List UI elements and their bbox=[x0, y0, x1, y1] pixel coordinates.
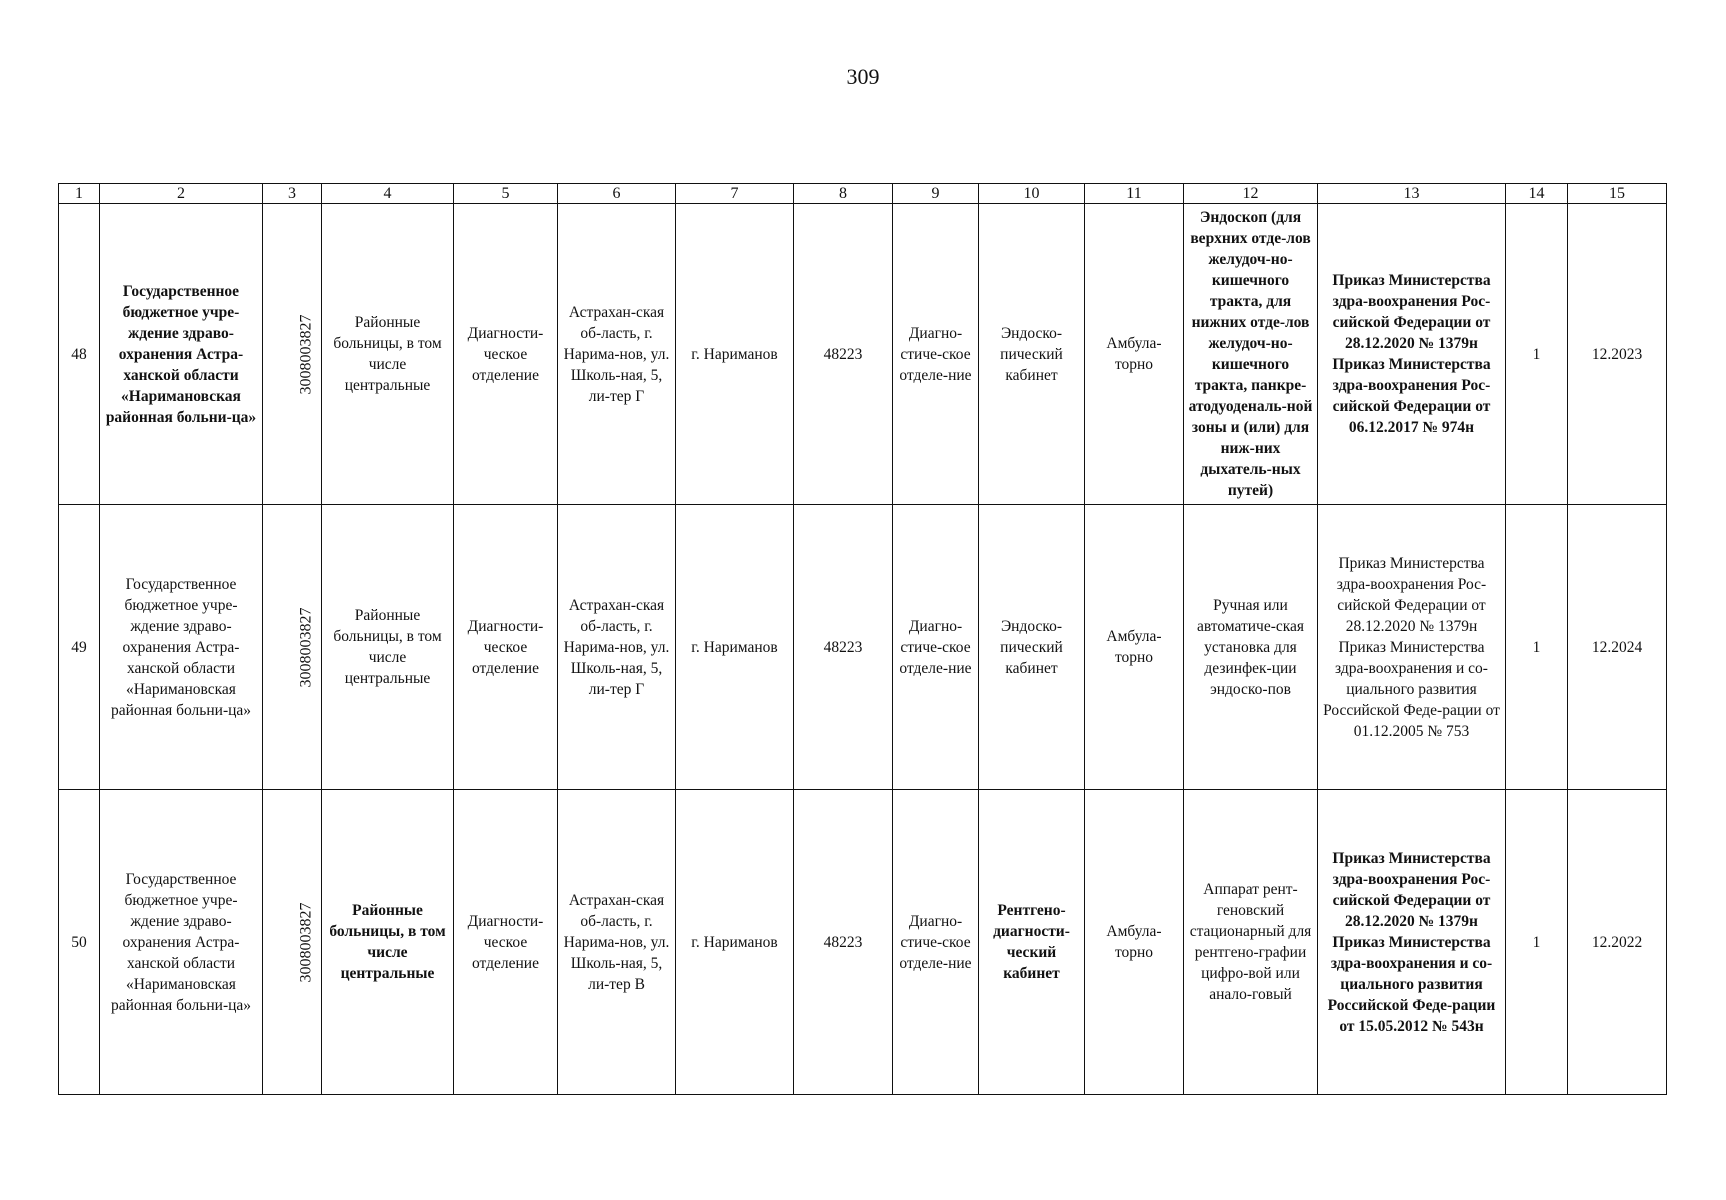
code: 48223 bbox=[794, 505, 893, 790]
organization-name: Государственное бюджетное учре-ждение здраво-охранения Астра-ханской области «Наримановская районная больни-ца» bbox=[100, 204, 263, 505]
quantity: 1 bbox=[1506, 204, 1568, 505]
column-header: 8 bbox=[794, 184, 893, 204]
row-number: 48 bbox=[59, 204, 100, 505]
city: г. Нариманов bbox=[676, 505, 794, 790]
column-header: 14 bbox=[1506, 184, 1568, 204]
inn-cell bbox=[263, 204, 322, 505]
column-header: 1 bbox=[59, 184, 100, 204]
column-header: 12 bbox=[1184, 184, 1318, 204]
organization-type: Районные больницы, в том числе центральные bbox=[322, 790, 454, 1095]
column-number-header-row bbox=[59, 184, 1667, 204]
equipment-register-table bbox=[58, 183, 1667, 1095]
equipment-name: Эндоскоп (для верхних отде-лов желудоч-но-кишечного тракта, для нижних отде-лов желудоч-но-кишечного тракта, панкре-атодуоденаль-ной зоны и (или) для ниж-них дыхатель-ных путей) bbox=[1184, 204, 1318, 505]
inn-value: 3008003827 bbox=[297, 314, 315, 394]
service-mode: Амбула-торно bbox=[1085, 790, 1184, 1095]
organization-name: Государственное бюджетное учре-ждение здраво-охранения Астра-ханской области «Наримановская районная больни-ца» bbox=[100, 505, 263, 790]
address: Астрахан-ская об-ласть, г. Нарима-нов, ул. Школь-ная, 5, ли-тер Г bbox=[558, 204, 676, 505]
column-header: 13 bbox=[1318, 184, 1506, 204]
table-row bbox=[59, 790, 1667, 1095]
quantity: 1 bbox=[1506, 790, 1568, 1095]
column-header: 4 bbox=[322, 184, 454, 204]
department-name: Диагности-ческое отделение bbox=[454, 790, 558, 1095]
inn-value: 3008003827 bbox=[297, 607, 315, 687]
column-header: 7 bbox=[676, 184, 794, 204]
column-header: 5 bbox=[454, 184, 558, 204]
organization-type: Районные больницы, в том числе центральные bbox=[322, 505, 454, 790]
row-number: 50 bbox=[59, 790, 100, 1095]
code: 48223 bbox=[794, 204, 893, 505]
code: 48223 bbox=[794, 790, 893, 1095]
address: Астрахан-ская об-ласть, г. Нарима-нов, ул. Школь-ная, 5, ли-тер Г bbox=[558, 505, 676, 790]
service-mode: Амбула-торно bbox=[1085, 505, 1184, 790]
date: 12.2023 bbox=[1568, 204, 1667, 505]
regulatory-order: Приказ Министерства здра-воохранения Рос-сийской Федерации от 28.12.2020 № 1379н Приказ Министерства здра-воохранения Рос-сийской Федерации от 06.12.2017 № 974н bbox=[1318, 204, 1506, 505]
inn-value: 3008003827 bbox=[297, 902, 315, 982]
regulatory-order: Приказ Министерства здра-воохранения Рос-сийской Федерации от 28.12.2020 № 1379н Приказ Министерства здра-воохранения и со-циального развития Российской Феде-рации от 01.12.2005 № 753 bbox=[1318, 505, 1506, 790]
organization-name: Государственное бюджетное учре-ждение здраво-охранения Астра-ханской области «Наримановская районная больни-ца» bbox=[100, 790, 263, 1095]
equipment-name: Ручная или автоматиче-ская установка для дезинфек-ции эндоско-пов bbox=[1184, 505, 1318, 790]
room-name: Эндоско-пический кабинет bbox=[979, 505, 1085, 790]
table-row bbox=[59, 204, 1667, 505]
date: 12.2022 bbox=[1568, 790, 1667, 1095]
city: г. Нариманов bbox=[676, 204, 794, 505]
column-header: 3 bbox=[263, 184, 322, 204]
service-mode: Амбула-торно bbox=[1085, 204, 1184, 505]
city: г. Нариманов bbox=[676, 790, 794, 1095]
regulatory-order: Приказ Министерства здра-воохранения Рос-сийской Федерации от 28.12.2020 № 1379н Приказ Министерства здра-воохранения и со-циального развития Российской Феде-рации от 15.05.2012 № 543н bbox=[1318, 790, 1506, 1095]
table-row bbox=[59, 505, 1667, 790]
organization-type: Районные больницы, в том числе центральные bbox=[322, 204, 454, 505]
column-header: 15 bbox=[1568, 184, 1667, 204]
unit-name: Диагно-стиче-ское отделе-ние bbox=[893, 790, 979, 1095]
column-header: 6 bbox=[558, 184, 676, 204]
column-header: 2 bbox=[100, 184, 263, 204]
quantity: 1 bbox=[1506, 505, 1568, 790]
room-name: Рентгено-диагности-ческий кабинет bbox=[979, 790, 1085, 1095]
inn-cell bbox=[263, 505, 322, 790]
date: 12.2024 bbox=[1568, 505, 1667, 790]
department-name: Диагности-ческое отделение bbox=[454, 505, 558, 790]
department-name: Диагности-ческое отделение bbox=[454, 204, 558, 505]
inn-cell bbox=[263, 790, 322, 1095]
page-number: 309 bbox=[846, 64, 880, 89]
column-header: 10 bbox=[979, 184, 1085, 204]
row-number: 49 bbox=[59, 505, 100, 790]
unit-name: Диагно-стиче-ское отделе-ние bbox=[893, 204, 979, 505]
unit-name: Диагно-стиче-ское отделе-ние bbox=[893, 505, 979, 790]
room-name: Эндоско-пический кабинет bbox=[979, 204, 1085, 505]
column-header: 9 bbox=[893, 184, 979, 204]
column-header: 11 bbox=[1085, 184, 1184, 204]
address: Астрахан-ская об-ласть, г. Нарима-нов, ул. Школь-ная, 5, ли-тер В bbox=[558, 790, 676, 1095]
equipment-name: Аппарат рент-геновский стационарный для рентгено-графии цифро-вой или анало-говый bbox=[1184, 790, 1318, 1095]
